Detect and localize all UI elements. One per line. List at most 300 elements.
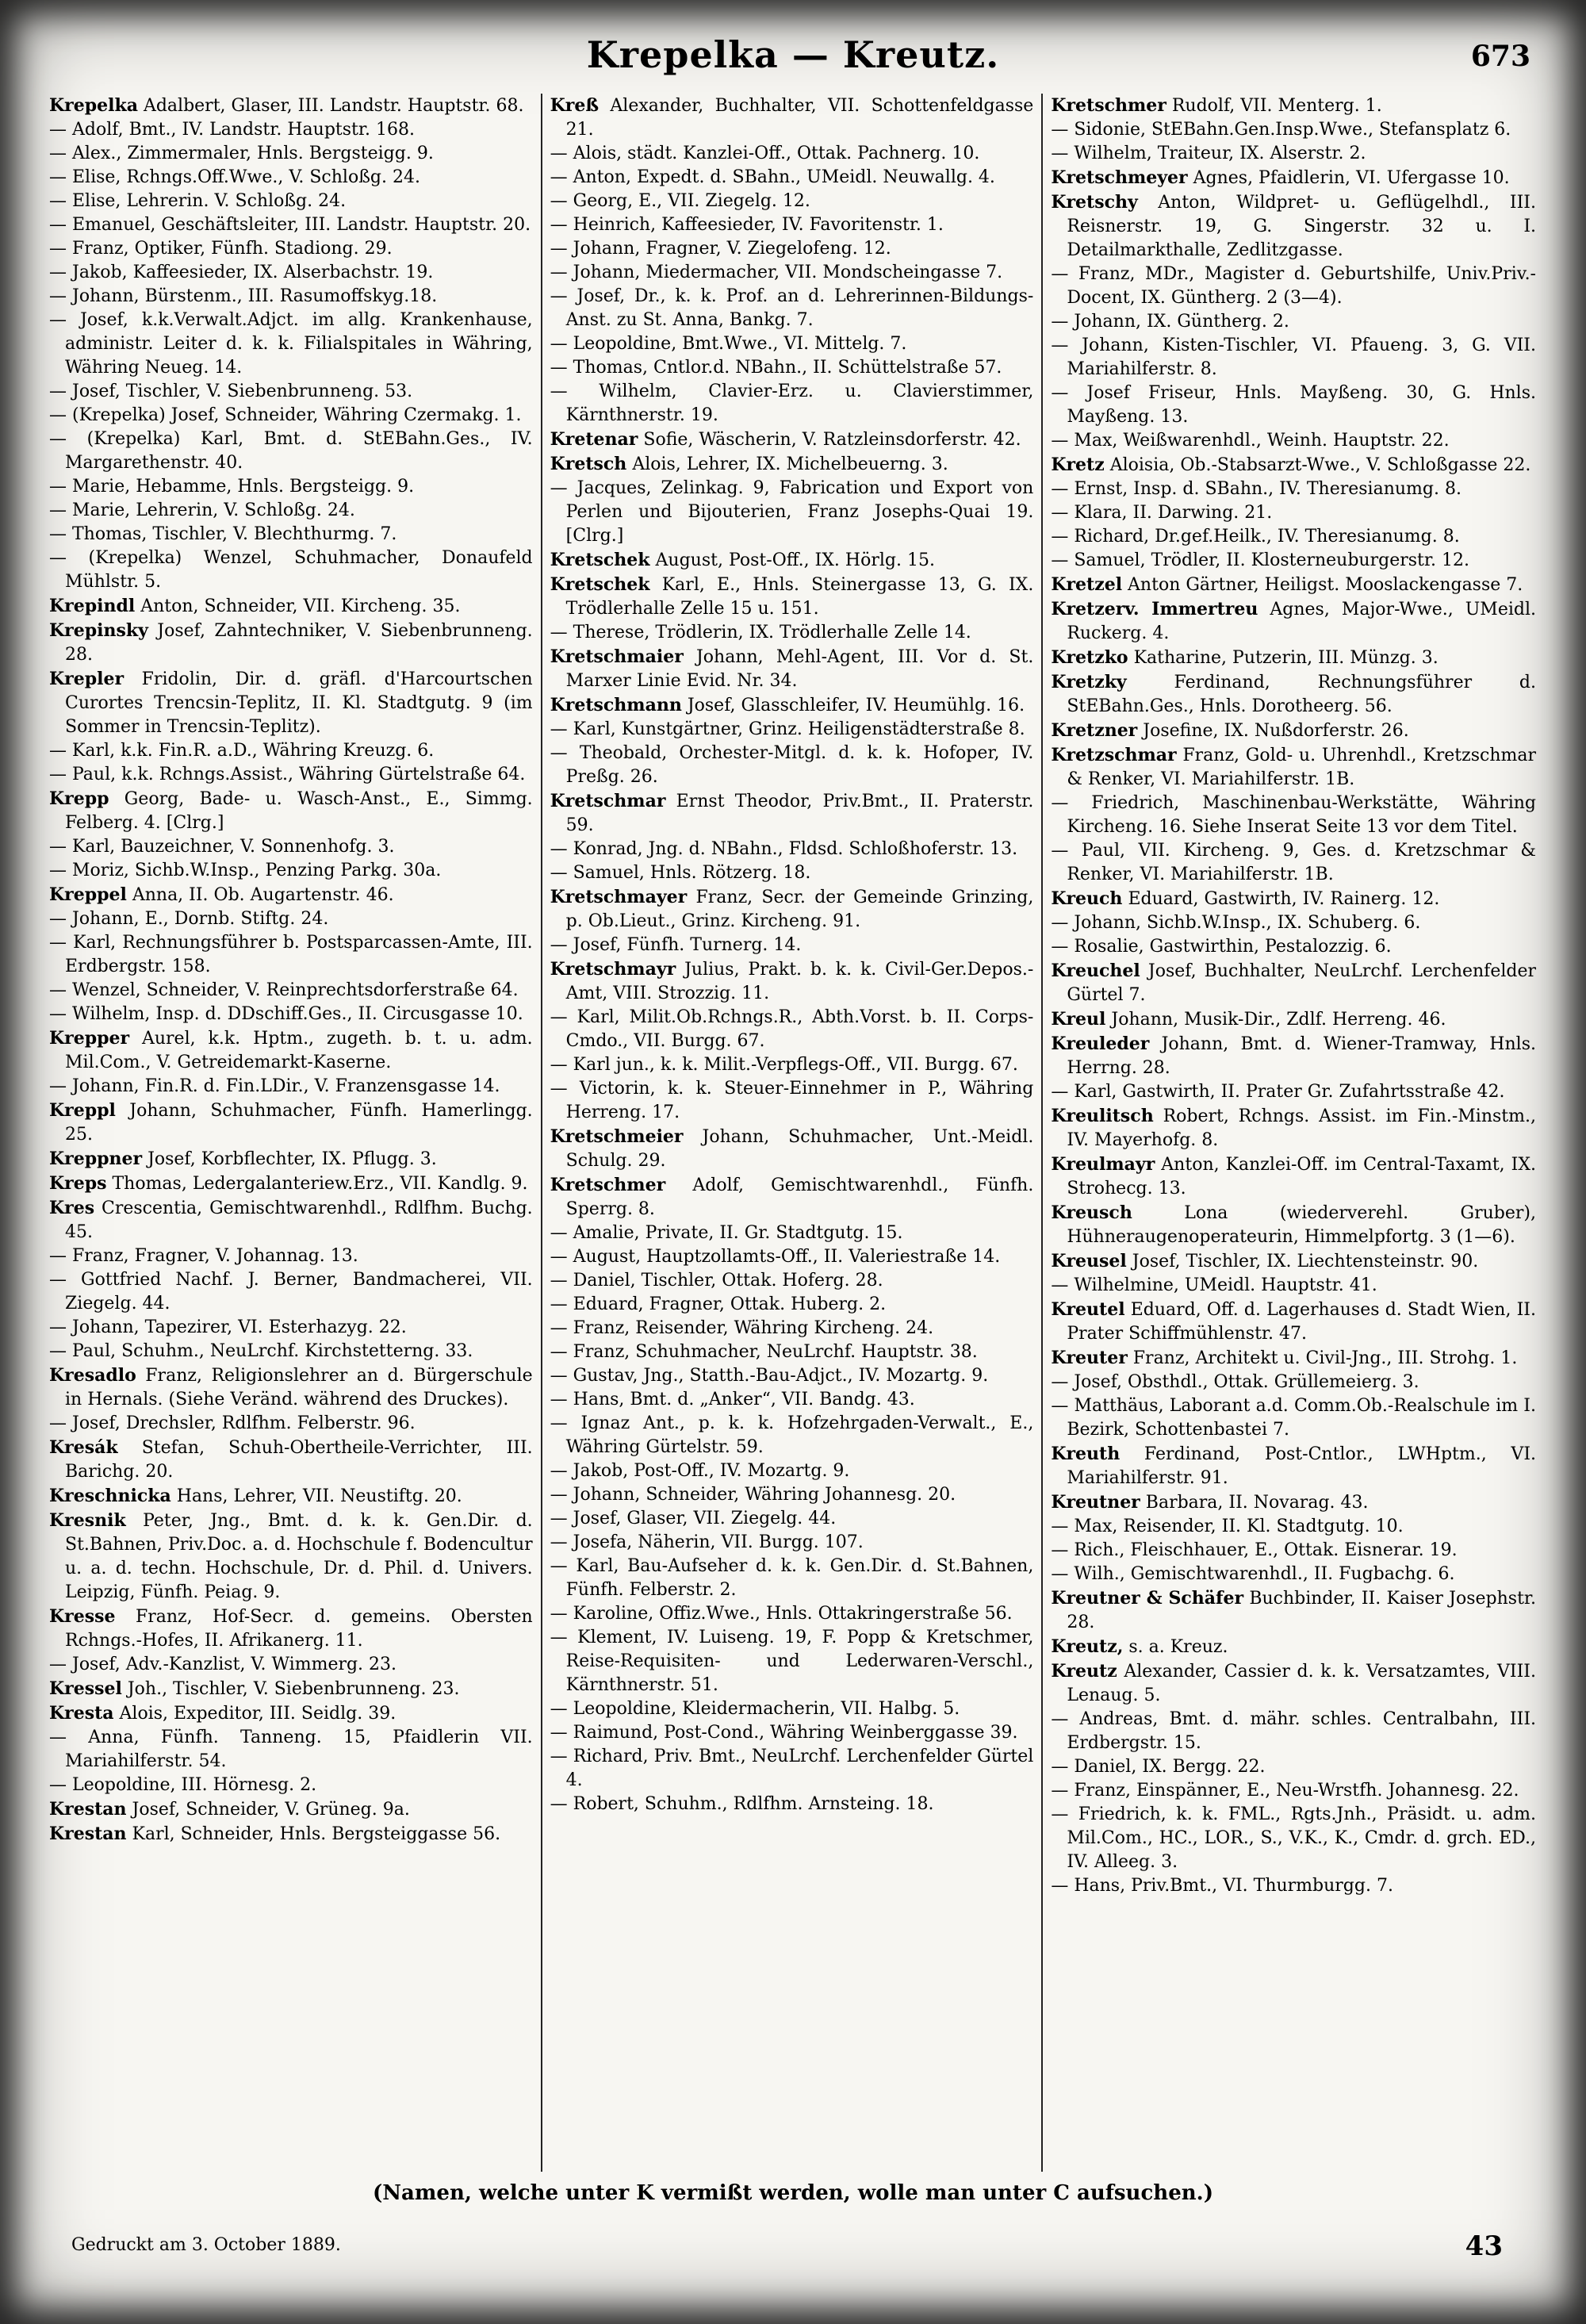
entry-details: — Ignaz Ant., p. k. k. Hofzehrgaden-Verwalt., E., Währing Gürtelstr. 59. bbox=[550, 1413, 1034, 1457]
directory-entry bbox=[550, 285, 1034, 332]
directory-entry bbox=[1051, 429, 1536, 453]
directory-entry bbox=[1051, 719, 1536, 743]
entry-details: — Franz, MDr., Magister d. Geburtshilfe, Univ.Priv.-Docent, IX. Güntherg. 2 (3—4). bbox=[1051, 264, 1536, 308]
entry-details: Johann, Schuhmacher, Unt.-Meidl. Schulg. 29. bbox=[565, 1127, 1034, 1171]
entry-details: — Josefa, Näherin, VII. Burgg. 107. bbox=[550, 1532, 864, 1552]
directory-entry bbox=[49, 1797, 533, 1822]
entry-details: Robert, Rchngs. Assist. im Fin.-Minstm., IV. Mayerhofg. 8. bbox=[1067, 1106, 1536, 1150]
entry-details: Josef, Glasschleifer, IV. Heumühlg. 16. bbox=[687, 696, 1025, 715]
entry-details: Ferdinand, Post-Cntlor., LWHptm., VI. Mariahilferstr. 91. bbox=[1067, 1444, 1536, 1488]
entry-details: — Johann, Tapezirer, VI. Esterhazyg. 22. bbox=[49, 1317, 407, 1337]
entry-details: — Theobald, Orchester-Mitgl. d. k. k. Hofoper, IV. Preßg. 26. bbox=[550, 743, 1034, 787]
directory-entry bbox=[49, 142, 533, 166]
directory-entry bbox=[1051, 453, 1536, 477]
entry-surname: Kreuter bbox=[1051, 1348, 1128, 1368]
directory-entry bbox=[550, 1006, 1034, 1053]
sheet-number: 43 bbox=[1465, 2230, 1503, 2262]
directory-entry bbox=[550, 645, 1034, 693]
entry-details: — Johann, Kisten-Tischler, VI. Pfaueng. 3, G. VII. Mariahilferstr. 8. bbox=[1051, 336, 1536, 379]
entry-details: Peter, Jng., Bmt. d. k. k. Gen.Dir. d. St.Bahnen, Priv.Doc. a. d. Hochschule f. Bodencultur u. a. d. techn. Hochschule, Dr. d. Phil. d. Univers. Leipzig, Fünfh. Peiag. 9. bbox=[65, 1511, 533, 1602]
entry-details: s. a. Kreuz. bbox=[1128, 1637, 1228, 1657]
entry-details: — Elise, Rchngs.Off.Wwe., V. Schloßg. 24. bbox=[49, 167, 420, 187]
directory-entry bbox=[49, 499, 533, 523]
footer-note: (Namen, welche unter K vermißt werden, wolle man unter C aufsuchen.) bbox=[372, 2181, 1213, 2205]
entry-surname: Krepler bbox=[49, 669, 125, 689]
directory-entry bbox=[550, 356, 1034, 380]
directory-entry bbox=[1051, 1346, 1536, 1371]
entry-surname: Kres bbox=[49, 1198, 95, 1218]
directory-entry bbox=[1051, 166, 1536, 190]
entry-details: Alois, Lehrer, IX. Michelbeuerng. 3. bbox=[632, 454, 948, 474]
entry-details: Rudolf, VII. Menterg. 1. bbox=[1171, 96, 1382, 116]
entry-details: — Samuel, Trödler, II. Klosterneuburgerstr. 12. bbox=[1051, 550, 1469, 570]
entry-details: Anna, II. Ob. Augartenstr. 46. bbox=[132, 885, 394, 905]
entry-details: Franz, Religionslehrer an d. Bürgerschule in Hernals. (Siehe Veränd. während des Druckes). bbox=[65, 1366, 533, 1409]
directory-entry bbox=[550, 1697, 1034, 1721]
entry-surname: Krestan bbox=[49, 1799, 127, 1820]
entry-details: — Josef, k.k.Verwalt.Adjct. im allg. Krankenhause, administr. Leiter d. k. k. Filialspitales in Währing, Währing Neueg. 14. bbox=[49, 310, 533, 378]
entry-details: — Max, Weißwarenhdl., Weinh. Hauptstr. 22. bbox=[1051, 431, 1450, 451]
entry-details: — Friedrich, Maschinenbau-Werkstätte, Währing Kircheng. 16. Siehe Inserat Seite 13 vor dem Titel. bbox=[1051, 793, 1536, 837]
directory-entry bbox=[49, 1412, 533, 1436]
directory-entry bbox=[1051, 887, 1536, 911]
entry-details: Adalbert, Glaser, III. Landstr. Hauptstr. 68. bbox=[143, 96, 524, 116]
entry-details: — Josef, Drechsler, Rdlfhm. Felberstr. 96. bbox=[49, 1413, 416, 1433]
entry-surname: Kretzschmar bbox=[1051, 745, 1177, 765]
directory-entry bbox=[49, 739, 533, 763]
directory-entry bbox=[1051, 792, 1536, 839]
entry-details: Crescentia, Gemischtwarenhdl., Rdlfhm. Buchg. 45. bbox=[65, 1198, 533, 1242]
directory-entry bbox=[550, 190, 1034, 213]
entry-details: — Johann, Sichb.W.Insp., IX. Schuberg. 6. bbox=[1051, 913, 1421, 933]
directory-entry bbox=[550, 1602, 1034, 1626]
directory-entry bbox=[49, 979, 533, 1003]
entry-surname: Kreppner bbox=[49, 1149, 143, 1169]
page-header bbox=[48, 30, 1538, 86]
directory-entry bbox=[550, 1626, 1034, 1697]
entry-details: — Moriz, Sichb.W.Insp., Penzing Parkg. 30a. bbox=[49, 861, 442, 880]
directory-entry bbox=[49, 835, 533, 859]
entry-details: Sofie, Wäscherin, V. Ratzleinsdorferstr. 42. bbox=[643, 430, 1021, 450]
directory-entry bbox=[1051, 1659, 1536, 1708]
entry-details: — Richard, Dr.gef.Heilk., IV. Theresianumg. 8. bbox=[1051, 527, 1460, 546]
directory-entry bbox=[550, 380, 1034, 428]
entry-details: Josefine, IX. Nußdorferstr. 26. bbox=[1143, 721, 1409, 741]
entry-surname: Kretschmaier bbox=[550, 646, 684, 667]
entry-details: — Victorin, k. k. Steuer-Einnehmer in P., Währing Herreng. 17. bbox=[550, 1079, 1034, 1122]
entry-details: — Leopoldine, Bmt.Wwe., VI. Mittelg. 7. bbox=[550, 334, 907, 354]
directory-entry bbox=[550, 1077, 1034, 1125]
directory-entry bbox=[49, 428, 533, 475]
entry-details: — Josef, Tischler, V. Siebenbrunneng. 53. bbox=[49, 382, 413, 401]
entry-details: Josef, Buchhalter, NeuLrchf. Lerchenfelder Gürtel 7. bbox=[1067, 961, 1536, 1005]
entry-surname: Kreppl bbox=[49, 1100, 116, 1121]
directory-entry bbox=[550, 693, 1034, 718]
directory-entry bbox=[49, 1701, 533, 1726]
entry-details: Josef, Zahntechniker, V. Siebenbrunneng. 28. bbox=[65, 621, 533, 665]
directory-entry bbox=[1051, 1635, 1536, 1659]
directory-entry bbox=[49, 1436, 533, 1484]
directory-entry bbox=[1051, 1779, 1536, 1803]
directory-entry bbox=[1051, 1586, 1536, 1635]
entry-surname: Kretschmeyer bbox=[1051, 167, 1188, 188]
entry-details: — Therese, Trödlerin, IX. Trödlerhalle Zelle 14. bbox=[550, 623, 971, 642]
directory-entry bbox=[1051, 1298, 1536, 1346]
directory-entry bbox=[550, 142, 1034, 166]
entry-details: — Jakob, Post-Off., IV. Mozartg. 9. bbox=[550, 1461, 850, 1481]
entry-details: — Jacques, Zelinkag. 9, Fabrication und Export von Perlen und Bijouterien, Franz Josephs-Quai 19. [Clrg.] bbox=[550, 478, 1034, 546]
entry-surname: Kreß bbox=[550, 95, 600, 116]
entry-details: — (Krepelka) Wenzel, Schuhmacher, Donaufeld Mühlstr. 5. bbox=[49, 548, 533, 592]
directory-entry bbox=[1051, 1539, 1536, 1563]
directory-entry bbox=[49, 1003, 533, 1026]
entry-details: Johann, Schuhmacher, Fünfh. Hamerlingg. 25. bbox=[65, 1101, 533, 1145]
directory-entry bbox=[550, 573, 1034, 621]
entry-details: — Johann, Miedermacher, VII. Mondscheingasse 7. bbox=[550, 263, 1003, 282]
entry-details: Alexander, Buchhalter, VII. Schottenfeldgasse 21. bbox=[565, 96, 1034, 140]
directory-entry bbox=[49, 1026, 533, 1075]
entry-details: Franz, Hof-Secr. d. gemeins. Obersten Rchngs.-Hofes, II. Afrikanerg. 11. bbox=[65, 1607, 533, 1651]
entry-details: — Rosalie, Gastwirthin, Pestalozzig. 6. bbox=[1051, 937, 1392, 957]
directory-entry bbox=[49, 667, 533, 739]
entry-details: — Karl, Bauzeichner, V. Sonnenhofg. 3. bbox=[49, 837, 395, 857]
directory-entry bbox=[550, 718, 1034, 742]
entry-details: Anton, Kanzlei-Off. im Central-Taxamt, IX. Strohecg. 13. bbox=[1067, 1155, 1536, 1198]
entry-details: — Wilhelm, Clavier-Erz. u. Clavierstimmer, Kärnthnerstr. 19. bbox=[550, 382, 1034, 425]
entry-details: Buchbinder, II. Kaiser Josephstr. 28. bbox=[1067, 1589, 1536, 1632]
running-title: Krepelka — Kreutz. bbox=[586, 33, 1000, 76]
entry-details: — Karl, Bau-Aufseher d. k. k. Gen.Dir. d. St.Bahnen, Fünfh. Felberstr. 2. bbox=[550, 1556, 1034, 1600]
directory-entry bbox=[1051, 549, 1536, 573]
directory-entry bbox=[1051, 1515, 1536, 1539]
directory-entry bbox=[550, 957, 1034, 1006]
directory-entry bbox=[1051, 1803, 1536, 1874]
directory-entry bbox=[1051, 94, 1536, 118]
entry-details: — Franz, Fragner, V. Johannag. 13. bbox=[49, 1246, 358, 1266]
directory-entry bbox=[550, 1364, 1034, 1388]
entry-surname: Kreuchel bbox=[1051, 961, 1140, 981]
entry-details: — Wilhelm, Insp. d. DDschiff.Ges., II. Circusgasse 10. bbox=[49, 1004, 523, 1024]
directory-entry bbox=[49, 1196, 533, 1244]
directory-entry bbox=[1051, 310, 1536, 334]
directory-entry bbox=[550, 261, 1034, 285]
directory-entry bbox=[550, 1245, 1034, 1269]
directory-entry bbox=[1051, 1249, 1536, 1274]
directory-entry bbox=[550, 885, 1034, 934]
entry-details: — Paul, k.k. Rchngs.Assist., Währing Gürtelstraße 64. bbox=[49, 765, 526, 784]
entry-surname: Kretenar bbox=[550, 429, 638, 450]
entry-details: — Hans, Bmt. d. „Anker“, VII. Bandg. 43. bbox=[550, 1390, 915, 1409]
directory-entry bbox=[550, 1053, 1034, 1077]
directory-entry bbox=[550, 428, 1034, 452]
entry-surname: Kretschmayr bbox=[550, 959, 676, 980]
entry-details: Johann, Bmt. d. Wiener-Tramway, Hnls. Herrng. 28. bbox=[1067, 1034, 1536, 1078]
entry-details: — Wilh., Gemischtwarenhdl., II. Fugbachg. 6. bbox=[1051, 1564, 1455, 1584]
entry-details: — Johann, Bürstenm., III. Rasumoffskyg.18. bbox=[49, 286, 438, 306]
entry-details: — Marie, Hebamme, Hnls. Bergsteigg. 9. bbox=[49, 477, 415, 497]
entry-surname: Kreusel bbox=[1051, 1251, 1127, 1271]
entry-surname: Kreutner & Schäfer bbox=[1051, 1588, 1244, 1609]
entry-surname: Kretsch bbox=[550, 454, 627, 474]
directory-entry bbox=[1051, 1152, 1536, 1201]
directory-entry bbox=[550, 548, 1034, 573]
directory-entry bbox=[49, 859, 533, 883]
entry-surname: Kretzerv. Immertreu bbox=[1051, 599, 1258, 619]
entry-details: — Wilhelmine, UMeidl. Hauptstr. 41. bbox=[1051, 1275, 1377, 1295]
entry-details: Fridolin, Dir. d. gräfl. d'Harcourtschen Curortes Trencsin-Teplitz, II. Kl. Stadtgutg. 9 (im Sommer in Trencsin-Teplitz). bbox=[65, 669, 533, 737]
entry-surname: Kreutz bbox=[1051, 1661, 1117, 1682]
directory-entry bbox=[1051, 1442, 1536, 1490]
entry-details: — Daniel, Tischler, Ottak. Hoferg. 28. bbox=[550, 1271, 883, 1290]
entry-details: — Raimund, Post-Cond., Währing Weinberggasse 39. bbox=[550, 1723, 1018, 1743]
print-date: Gedruckt am 3. October 1889. bbox=[71, 2235, 341, 2255]
directory-entry bbox=[49, 1677, 533, 1701]
entry-details: Aloisia, Ob.-Stabsarzt-Wwe., V. Schloßgasse 22. bbox=[1109, 455, 1531, 475]
entry-details: — Adolf, Bmt., IV. Landstr. Hauptstr. 168. bbox=[49, 120, 415, 140]
directory-entry bbox=[550, 861, 1034, 885]
entry-surname: Krepp bbox=[49, 788, 109, 809]
directory-entry bbox=[550, 1555, 1034, 1602]
directory-entry bbox=[49, 763, 533, 787]
entry-surname: Kreppel bbox=[49, 884, 127, 905]
entry-details: — Alois, städt. Kanzlei-Off., Ottak. Pachnerg. 10. bbox=[550, 144, 980, 163]
page-number: 673 bbox=[1470, 40, 1530, 73]
entry-details: — Johann, Fragner, V. Ziegelofeng. 12. bbox=[550, 239, 891, 259]
directory-entry bbox=[49, 1774, 533, 1797]
entry-details: Ernst Theodor, Priv.Bmt., II. Praterstr. 59. bbox=[565, 792, 1034, 835]
directory-entry bbox=[550, 452, 1034, 477]
entry-surname: Kretschy bbox=[1051, 192, 1138, 213]
directory-entry bbox=[1051, 839, 1536, 887]
entry-details: Franz, Secr. der Gemeinde Grinzing, p. Ob.Lieut., Grinz. Kircheng. 91. bbox=[565, 888, 1034, 931]
entry-surname: Kresnik bbox=[49, 1510, 126, 1531]
directory-entry bbox=[1051, 1874, 1536, 1898]
entry-surname: Kresse bbox=[49, 1606, 116, 1627]
entry-details: — Johann, Fin.R. d. Fin.LDir., V. Franzensgasse 14. bbox=[49, 1076, 500, 1096]
directory-entry bbox=[49, 1363, 533, 1412]
entry-details: — Matthäus, Laborant a.d. Comm.Ob.-Realschule im I. Bezirk, Schottenbastei 7. bbox=[1051, 1396, 1536, 1440]
directory-entry bbox=[550, 477, 1034, 548]
directory-entry bbox=[49, 523, 533, 546]
entry-surname: Kretschmeier bbox=[550, 1126, 684, 1147]
entry-details: — Klara, II. Darwing. 21. bbox=[1051, 503, 1273, 523]
entry-details: Stefan, Schuh-Obertheile-Verrichter, III. Barichg. 20. bbox=[65, 1438, 533, 1482]
directory-entry bbox=[49, 118, 533, 142]
directory-entry bbox=[49, 261, 533, 285]
directory-entry bbox=[1051, 501, 1536, 525]
directory-entry bbox=[550, 1721, 1034, 1745]
entry-surname: Kretzko bbox=[1051, 647, 1128, 668]
directory-entry bbox=[49, 1653, 533, 1677]
directory-entry bbox=[49, 404, 533, 428]
directory-entry bbox=[550, 789, 1034, 838]
directory-entry bbox=[550, 1293, 1034, 1317]
entry-surname: Kreuleder bbox=[1051, 1034, 1150, 1054]
directory-entry bbox=[550, 1388, 1034, 1412]
directory-entry bbox=[49, 1147, 533, 1172]
entry-details: — Ernst, Insp. d. SBahn., IV. Theresianumg. 8. bbox=[1051, 479, 1461, 499]
entry-details: — Robert, Schuhm., Rdlfhm. Arnsteing. 18. bbox=[550, 1794, 934, 1814]
entry-details: — Heinrich, Kaffeesieder, IV. Favoritenstr. 1. bbox=[550, 215, 944, 235]
directory-entry bbox=[1051, 935, 1536, 959]
entry-surname: Kreutz, bbox=[1051, 1636, 1124, 1657]
entry-details: Karl, Schneider, Hnls. Bergsteiggasse 56. bbox=[132, 1824, 501, 1844]
entry-details: Anton, Schneider, VII. Kircheng. 35. bbox=[140, 596, 461, 616]
directory-entry bbox=[49, 1099, 533, 1147]
entry-details: Katharine, Putzerin, III. Münzg. 3. bbox=[1133, 648, 1439, 668]
directory-entry bbox=[49, 237, 533, 261]
directory-entry bbox=[49, 166, 533, 190]
directory-entry bbox=[1051, 382, 1536, 429]
entry-details: — Georg, E., VII. Ziegelg. 12. bbox=[550, 191, 810, 211]
entry-details: Johann, Musik-Dir., Zdlf. Herreng. 46. bbox=[1111, 1010, 1446, 1030]
directory-entry bbox=[550, 838, 1034, 861]
entry-details: — Wilhelm, Traiteur, IX. Alserstr. 2. bbox=[1051, 144, 1366, 163]
entry-details: Agnes, Major-Wwe., UMeidl. Ruckerg. 4. bbox=[1067, 600, 1536, 643]
directory-entry bbox=[550, 621, 1034, 645]
entry-details: Anton, Wildpret- u. Geflügelhdl., III. Reisnerstr. 19, G. Singerstr. 32 u. I. Detailmarkthalle, Zedlitzgasse. bbox=[1067, 193, 1536, 260]
directory-entry bbox=[1051, 263, 1536, 310]
entry-details: — Rich., Fleischhauer, E., Ottak. Eisnerar. 19. bbox=[1051, 1540, 1458, 1560]
entry-surname: Kretschmayer bbox=[550, 887, 688, 907]
directory-entry bbox=[49, 1268, 533, 1316]
entry-surname: Krepelka bbox=[49, 95, 138, 116]
entry-details: — Emanuel, Geschäftsleiter, III. Landstr. Hauptstr. 20. bbox=[49, 215, 531, 235]
entry-surname: Krepinsky bbox=[49, 620, 148, 641]
entry-surname: Kretschek bbox=[550, 550, 650, 570]
directory-entry bbox=[1051, 670, 1536, 719]
directory-entry bbox=[49, 1316, 533, 1340]
entry-details: — Josef, Dr., k. k. Prof. an d. Lehrerinnen-Bildungs-Anst. zu St. Anna, Bankg. 7. bbox=[550, 286, 1034, 330]
entry-surname: Kreuch bbox=[1051, 888, 1123, 909]
directory-entry bbox=[1051, 1755, 1536, 1779]
entry-details: — Amalie, Private, II. Gr. Stadtgutg. 15. bbox=[550, 1223, 903, 1243]
directory-entry bbox=[1051, 1080, 1536, 1104]
directory-entry bbox=[49, 213, 533, 237]
directory-entry bbox=[1051, 1007, 1536, 1032]
entry-details: — Alex., Zimmermaler, Hnls. Bergsteigg. 9. bbox=[49, 144, 434, 163]
entry-details: Eduard, Gastwirth, IV. Rainerg. 12. bbox=[1128, 889, 1440, 909]
directory-entry bbox=[1051, 1104, 1536, 1152]
entry-surname: Kreulitsch bbox=[1051, 1106, 1154, 1126]
directory-entry bbox=[550, 1745, 1034, 1793]
directory-entry bbox=[49, 190, 533, 213]
entry-details: — Karl, k.k. Fin.R. a.D., Währing Kreuzg. 6. bbox=[49, 741, 435, 761]
column-1 bbox=[41, 94, 542, 2172]
entry-details: — Karoline, Offiz.Wwe., Hnls. Ottakringerstraße 56. bbox=[550, 1604, 1013, 1624]
directory-entry bbox=[49, 309, 533, 380]
directory-entry bbox=[49, 1340, 533, 1363]
entry-details: — Josef, Fünfh. Turnerg. 14. bbox=[550, 935, 802, 955]
directory-entry bbox=[49, 1726, 533, 1774]
entry-details: August, Post-Off., IX. Hörlg. 15. bbox=[655, 550, 935, 570]
entry-details: — Leopoldine, Kleidermacherin, VII. Halbg. 5. bbox=[550, 1699, 960, 1719]
entry-details: Alexander, Cassier d. k. k. Versatzamtes, VIII. Lenaug. 5. bbox=[1067, 1662, 1536, 1705]
directory-entry bbox=[49, 594, 533, 619]
directory-entry bbox=[550, 1412, 1034, 1459]
directory-entry bbox=[550, 1173, 1034, 1221]
entry-details: — Franz, Einspänner, E., Neu-Wrstfh. Johannesg. 22. bbox=[1051, 1781, 1519, 1801]
entry-details: Joh., Tischler, V. Siebenbrunneng. 23. bbox=[127, 1679, 460, 1699]
directory-entry bbox=[550, 166, 1034, 190]
entry-details: Ferdinand, Rechnungsführer d. StEBahn.Ges., Hnls. Dorotheerg. 56. bbox=[1067, 673, 1536, 716]
entry-surname: Kresta bbox=[49, 1703, 114, 1724]
entry-details: — Karl, Rechnungsführer b. Postsparcassen-Amte, III. Erdbergstr. 158. bbox=[49, 933, 533, 976]
entry-surname: Kreutner bbox=[1051, 1492, 1140, 1513]
entry-details: — Paul, VII. Kircheng. 9, Ges. d. Kretzschmar & Renker, VI. Mariahilferstr. 1B. bbox=[1051, 841, 1536, 884]
directory-entry bbox=[49, 1172, 533, 1196]
directory-entry bbox=[49, 787, 533, 835]
entry-details: — Eduard, Fragner, Ottak. Huberg. 2. bbox=[550, 1294, 887, 1314]
entry-details: Agnes, Pfaidlerin, VI. Ufergasse 10. bbox=[1193, 168, 1510, 188]
directory-entry bbox=[550, 1793, 1034, 1816]
entry-details: — Thomas, Tischler, V. Blechthurmg. 7. bbox=[49, 524, 397, 544]
entry-details: — Franz, Schuhmacher, NeuLrchf. Hauptstr. 38. bbox=[550, 1342, 978, 1362]
entry-surname: Kretschmer bbox=[1051, 95, 1167, 116]
entry-surname: Kreul bbox=[1051, 1009, 1106, 1030]
entry-details: — (Krepelka) Josef, Schneider, Währing Czermakg. 1. bbox=[49, 405, 522, 425]
entry-details: — Friedrich, k. k. FML., Rgts.Jnh., Präsidt. u. adm. Mil.Com., HC., LOR., S., V.K., K., Cmdr. d. grch. ED., IV. Alleeg. 3. bbox=[1051, 1804, 1536, 1872]
entry-details: Georg, Bade- u. Wasch-Anst., E., Simmg. Felberg. 4. [Clrg.] bbox=[65, 789, 533, 833]
entry-surname: Kreschnicka bbox=[49, 1486, 171, 1506]
directory-entry bbox=[1051, 1274, 1536, 1298]
directory-entry bbox=[49, 1509, 533, 1605]
directory-entry bbox=[49, 546, 533, 594]
directory-entry bbox=[1051, 525, 1536, 549]
column-3 bbox=[1043, 94, 1544, 2172]
directory-entry bbox=[550, 1531, 1034, 1555]
entry-surname: Kretzner bbox=[1051, 720, 1138, 741]
entry-surname: Kressel bbox=[49, 1678, 122, 1699]
directory-entry bbox=[49, 285, 533, 309]
directory-entry bbox=[1051, 959, 1536, 1007]
entry-details: — Josef, Adv.-Kanzlist, V. Wimmerg. 23. bbox=[49, 1655, 397, 1674]
directory-entry bbox=[550, 1483, 1034, 1507]
entry-details: — Marie, Lehrerin, V. Schloßg. 24. bbox=[49, 500, 355, 520]
entry-surname: Kresák bbox=[49, 1437, 118, 1458]
entry-details: — Anton, Expedt. d. SBahn., UMeidl. Neuwallg. 4. bbox=[550, 167, 995, 187]
entry-details: — Elise, Lehrerin. V. Schloßg. 24. bbox=[49, 191, 347, 211]
directory-entry bbox=[550, 934, 1034, 957]
directory-entry bbox=[550, 332, 1034, 356]
directory-entry bbox=[1051, 477, 1536, 501]
entry-details: Hans, Lehrer, VII. Neustiftg. 20. bbox=[176, 1486, 462, 1506]
directory-entry bbox=[49, 1244, 533, 1268]
directory-columns bbox=[41, 94, 1544, 2172]
entry-surname: Kretz bbox=[1051, 454, 1105, 475]
directory-entry bbox=[1051, 118, 1536, 142]
entry-details: — Karl, Milit.Ob.Rchngs.R., Abth.Vorst. b. II. Corps-Cmdo., VII. Burgg. 67. bbox=[550, 1007, 1034, 1051]
directory-entry bbox=[49, 907, 533, 931]
entry-details: — Hans, Priv.Bmt., VI. Thurmburgg. 7. bbox=[1051, 1876, 1393, 1896]
directory-entry bbox=[550, 742, 1034, 789]
entry-details: — Johann, Schneider, Währing Johannesg. 20. bbox=[550, 1485, 956, 1505]
directory-entry bbox=[49, 1075, 533, 1099]
entry-surname: Kresadlo bbox=[49, 1365, 136, 1386]
directory-entry bbox=[550, 1269, 1034, 1293]
entry-details: — Anna, Fünfh. Tanneng. 15, Pfaidlerin VII. Mariahilferstr. 54. bbox=[49, 1728, 533, 1771]
entry-surname: Krestan bbox=[49, 1824, 127, 1844]
entry-details: Eduard, Off. d. Lagerhauses d. Stadt Wien, II. Prater Schiffmühlenstr. 47. bbox=[1067, 1300, 1536, 1344]
entry-surname: Kreps bbox=[49, 1173, 107, 1194]
entry-details: — (Krepelka) Karl, Bmt. d. StEBahn.Ges., IV. Margarethenstr. 40. bbox=[49, 429, 533, 473]
directory-entry bbox=[49, 1605, 533, 1653]
entry-surname: Kreutel bbox=[1051, 1299, 1125, 1320]
entry-details: — Karl, Gastwirth, II. Prater Gr. Zufahrtsstraße 42. bbox=[1051, 1082, 1505, 1102]
entry-details: Franz, Gold- u. Uhrenhdl., Kretzschmar & Renker, VI. Mariahilferstr. 1B. bbox=[1067, 746, 1536, 789]
entry-details: Alois, Expeditor, III. Seidlg. 39. bbox=[119, 1704, 396, 1724]
directory-entry bbox=[1051, 743, 1536, 792]
